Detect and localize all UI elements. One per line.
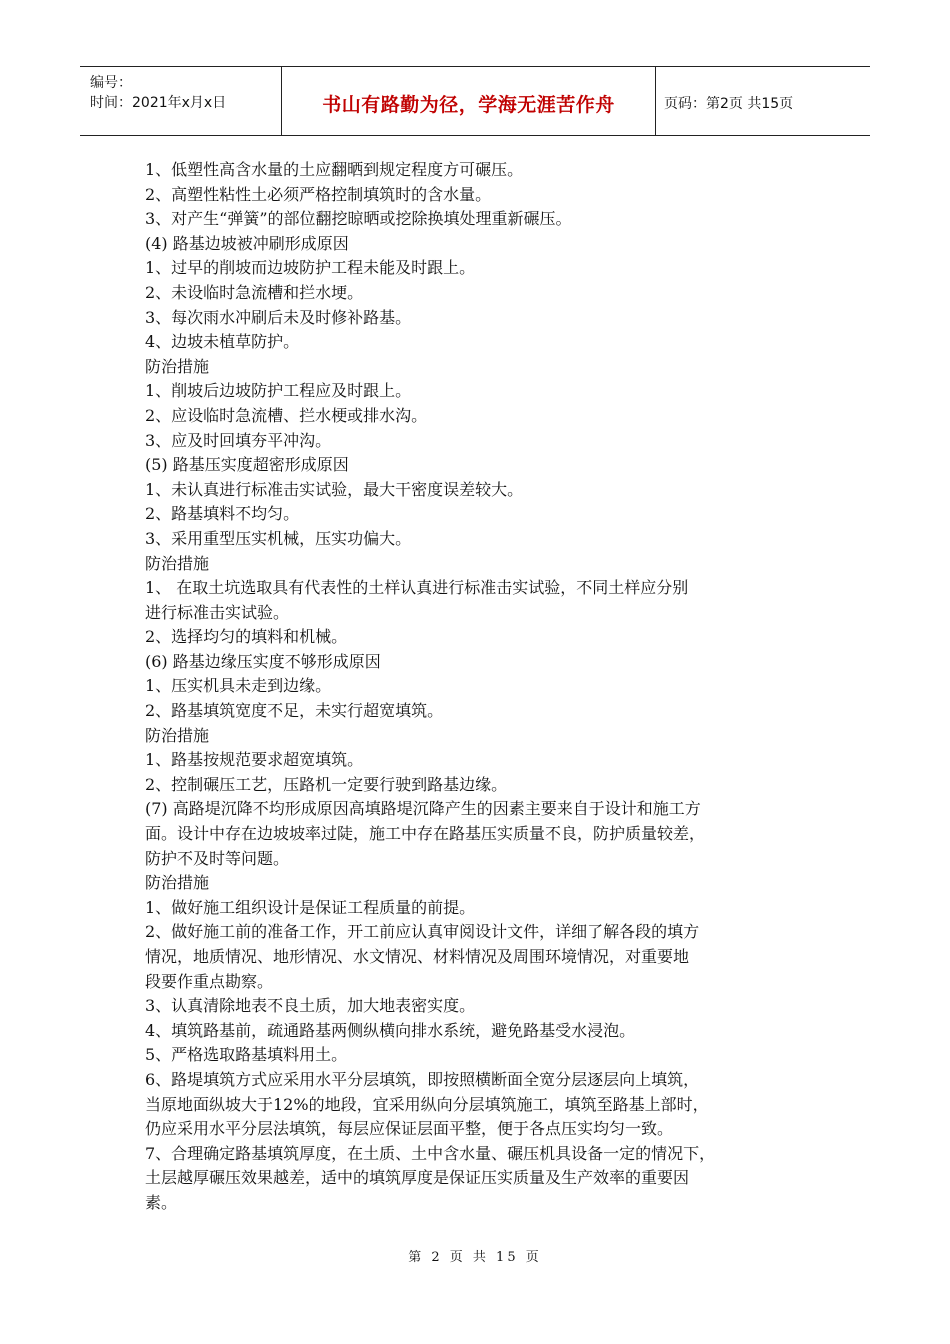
body-line: 2、路基填筑宽度不足，未实行超宽填筑。 xyxy=(145,701,444,721)
body-line: 3、每次雨水冲刷后未及时修补路基。 xyxy=(145,307,412,327)
header-page-cell xyxy=(656,67,870,135)
body-line: 2、控制碾压工艺，压路机一定要行驶到路基边缘。 xyxy=(145,774,508,794)
body-line: 防治措施 xyxy=(145,553,210,573)
body-line: 1、过早的削坡而边坡防护工程未能及时跟上。 xyxy=(145,258,476,278)
document-date-label: 时间：2021年x月x日 xyxy=(90,95,227,111)
body-line: 1、低塑性高含水量的土应翻晒到规定程度方可碾压。 xyxy=(145,160,524,179)
body-line: 2、选择均匀的填料和机械。 xyxy=(145,627,348,647)
body-line: 土层越厚碾压效果越差，适中的填筑厚度是保证压实质量及生产效率的重要因 xyxy=(145,1168,690,1188)
body-line: 情况，地质情况、地形情况、水文情况、材料情况及周围环境情况，对重要地 xyxy=(145,947,690,966)
body-line: 1、 在取土坑选取具有代表性的土样认真进行标准击实试验，不同土样应分别 xyxy=(145,578,689,598)
footer-page-number: 第 2 页 共 15 页 xyxy=(408,1250,542,1265)
body-line: (5) 路基压实度超密形成原因 xyxy=(145,455,349,475)
body-line: 2、未设临时急流槽和拦水埂。 xyxy=(145,282,364,302)
body-line: 1、压实机具未走到边缘。 xyxy=(145,676,332,696)
body-line: 4、边坡未植草防护。 xyxy=(145,332,300,352)
header-motto: 书山有路勤为径，学海无涯苦作舟 xyxy=(322,93,615,116)
body-line: 7、合理确定路基填筑厚度，在土质、土中含水量、碾压机具设备一定的情况下， xyxy=(145,1143,716,1163)
body-line: 5、严格选取路基填料用土。 xyxy=(145,1045,348,1065)
body-line: 3、采用重型压实机械，压实功偏大。 xyxy=(145,528,412,548)
body-line: 3、对产生“弹簧”的部位翻挖晾晒或挖除换填处理重新碾压。 xyxy=(145,209,572,229)
body-line: 段要作重点勘察。 xyxy=(145,971,274,991)
body-line: 4、填筑路基前，疏通路基两侧纵横向排水系统，避免路基受水浸泡。 xyxy=(145,1020,636,1040)
header-motto-cell xyxy=(282,67,656,135)
page-header xyxy=(80,66,870,136)
body-line: (6) 路基边缘压实度不够形成原因 xyxy=(145,651,381,671)
page-footer xyxy=(0,1246,950,1265)
body-line: 防治措施 xyxy=(145,873,210,893)
header-meta-cell xyxy=(80,67,282,135)
header-page-info: 页码：第2页 共15页 xyxy=(664,96,794,112)
body-line: 1、路基按规范要求超宽填筑。 xyxy=(145,750,364,770)
document-number-label: 编号： xyxy=(90,75,132,91)
document-body xyxy=(145,158,830,1216)
body-line: 2、应设临时急流槽、拦水梗或排水沟。 xyxy=(145,405,428,425)
body-line: 进行标准击实试验。 xyxy=(145,602,290,622)
body-line: 1、做好施工组织设计是保证工程质量的前提。 xyxy=(145,897,476,917)
body-line: 面。设计中存在边坡坡率过陡，施工中存在路基压实质量不良，防护质量较差， xyxy=(145,824,706,844)
body-line: 2、路基填料不均匀。 xyxy=(145,504,300,524)
body-line: 防治措施 xyxy=(145,356,210,376)
body-line: 防护不及时等问题。 xyxy=(145,848,290,868)
body-line: 防治措施 xyxy=(145,725,210,745)
body-line: 素。 xyxy=(145,1192,178,1212)
body-line: 2、做好施工前的准备工作，开工前应认真审阅设计文件，详细了解各段的填方 xyxy=(145,922,700,942)
body-line: 3、认真清除地表不良土质，加大地表密实度。 xyxy=(145,996,476,1016)
body-line: 仍应采用水平分层法填筑，每层应保证层面平整，便于各点压实均匀一致。 xyxy=(145,1119,674,1139)
body-line: 6、路堤填筑方式应采用水平分层填筑，即按照横断面全宽分层逐层向上填筑， xyxy=(145,1069,700,1089)
body-line: (4) 路基边坡被冲刷形成原因 xyxy=(145,233,349,253)
body-line: (7) 高路堤沉降不均形成原因高填路堤沉降产生的因素主要来自于设计和施工方 xyxy=(145,799,701,819)
body-line: 当原地面纵坡大于12%的地段，宜采用纵向分层填筑施工，填筑至路基上部时， xyxy=(145,1094,709,1114)
body-line: 3、应及时回填夯平冲沟。 xyxy=(145,430,332,450)
body-line: 1、削坡后边坡防护工程应及时跟上。 xyxy=(145,381,412,401)
body-line: 1、未认真进行标准击实试验，最大干密度误差较大。 xyxy=(145,479,524,499)
body-line: 2、高塑性粘性土必须严格控制填筑时的含水量。 xyxy=(145,184,492,204)
